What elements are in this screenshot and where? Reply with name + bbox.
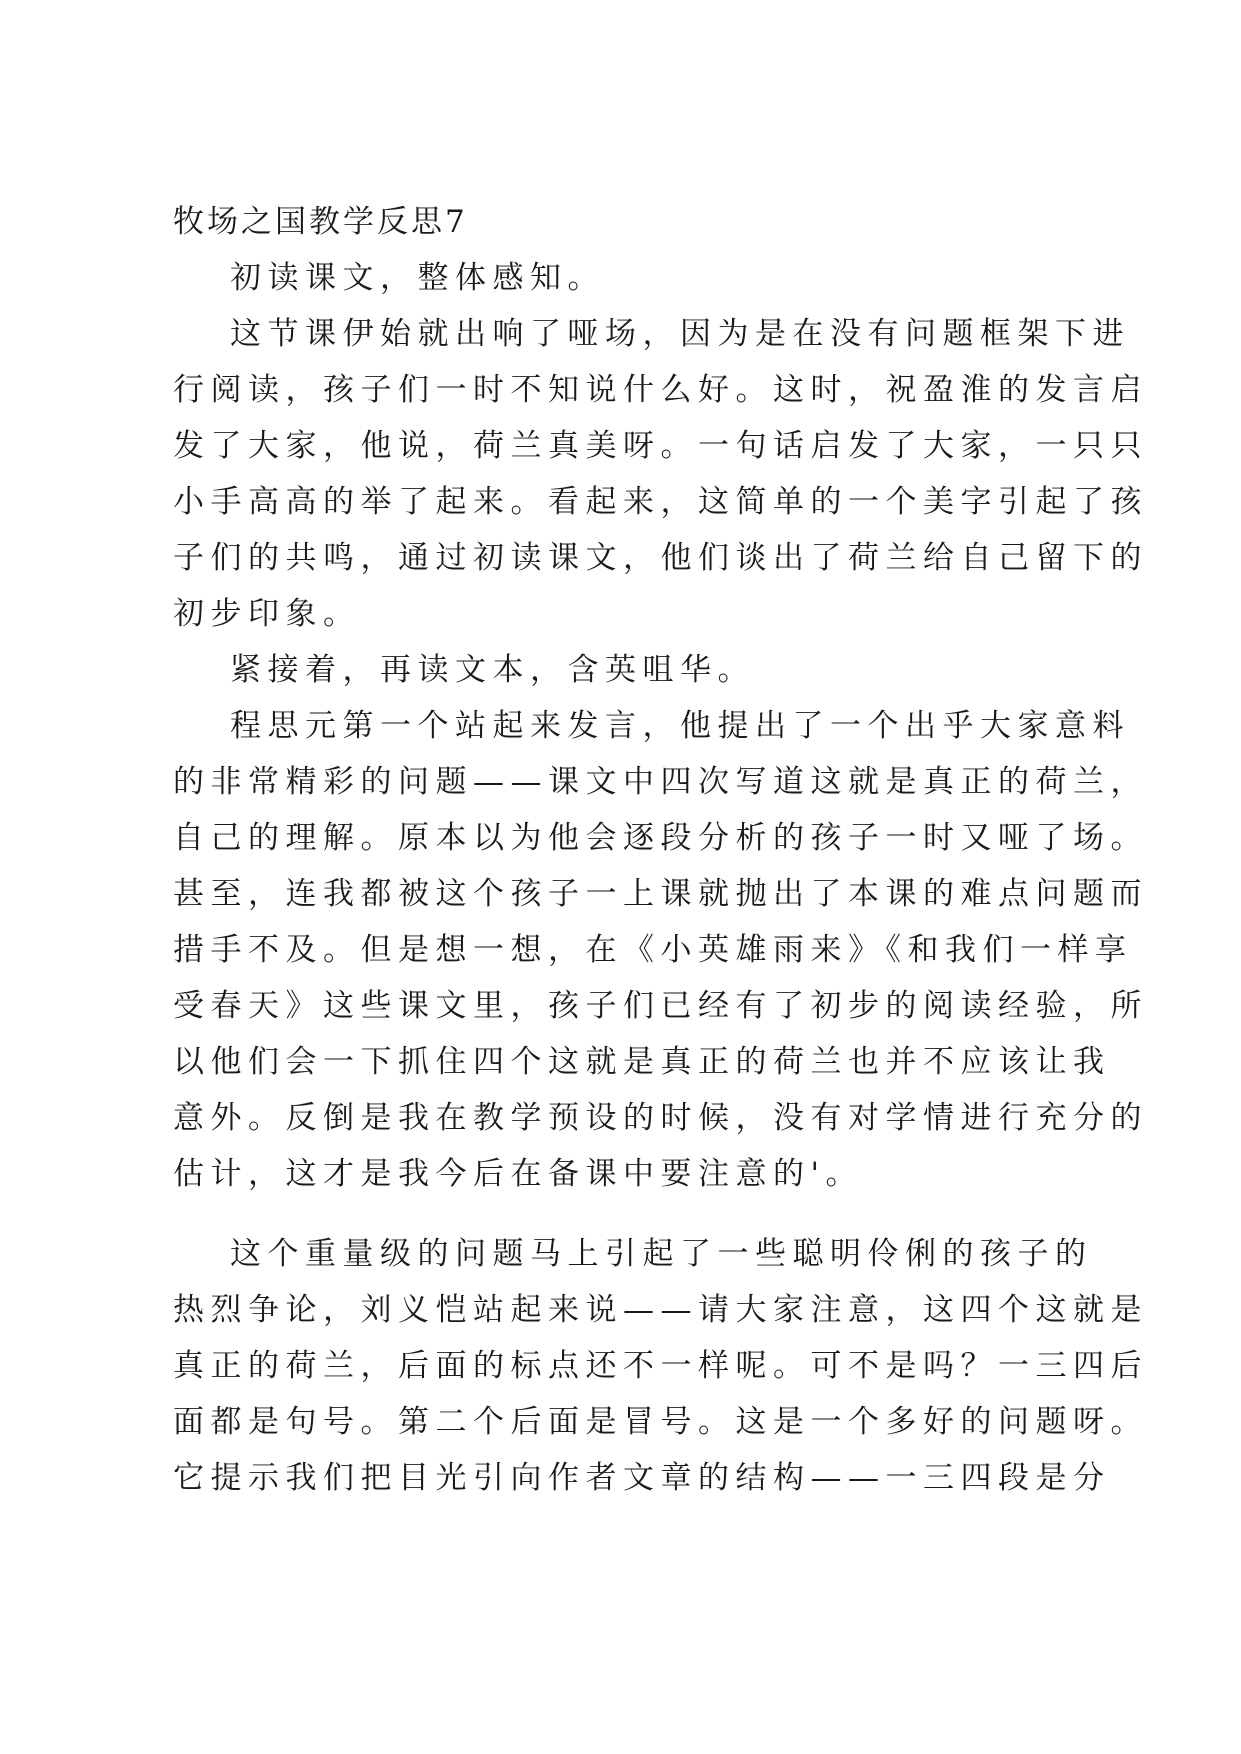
paragraph-line: 紧接着，再读文本，含英咀华。 [230, 652, 755, 688]
paragraph-line: 估计，这才是我今后在备课中要注意的'。 [173, 1156, 864, 1192]
paragraph-line: 热烈争论，刘义恺站起来说——请大家注意，这四个这就是 [173, 1292, 1148, 1328]
paragraph-line: 这个重量级的问题马上引起了一些聪明伶俐的孩子的 [230, 1236, 1093, 1272]
paragraph-line: 真正的荷兰，后面的标点还不一样呢。可不是吗？一三四后 [173, 1348, 1148, 1384]
paragraph-line: 行阅读，孩子们一时不知说什么好。这时，祝盈淮的发言启 [173, 372, 1148, 408]
paragraph-line: 程思元第一个站起来发言，他提出了一个出乎大家意料 [230, 708, 1130, 744]
paragraph-line: 受春天》这些课文里，孩子们已经有了初步的阅读经验，所 [173, 988, 1148, 1024]
paragraph-line: 发了大家，他说，荷兰真美呀。一句话启发了大家，一只只 [173, 428, 1148, 464]
paragraph-line: 它提示我们把目光引向作者文章的结构——一三四段是分 [173, 1460, 1111, 1496]
document-title: 牧场之国教学反思7 [173, 204, 468, 240]
paragraph-line: 小手高高的举了起来。看起来，这简单的一个美字引起了孩 [173, 484, 1148, 520]
paragraph-line: 面都是句号。第二个后面是冒号。这是一个多好的问题呀。 [173, 1404, 1148, 1440]
paragraph-line: 初读课文，整体感知。 [230, 260, 605, 296]
paragraph-line: 初步印象。 [173, 596, 361, 632]
paragraph-line: 甚至，连我都被这个孩子一上课就抛出了本课的难点问题而 [173, 876, 1148, 912]
paragraph-line: 子们的共鸣，通过初读课文，他们谈出了荷兰给自己留下的 [173, 540, 1148, 576]
paragraph-line: 措手不及。但是想一想，在《小英雄雨来》《和我们一样享 [173, 932, 1133, 968]
paragraph-line: 这节课伊始就出响了哑场，因为是在没有问题框架下进 [230, 316, 1130, 352]
paragraph-line: 以他们会一下抓住四个这就是真正的荷兰也并不应该让我 [173, 1044, 1111, 1080]
paragraph-line: 的非常精彩的问题——课文中四次写道这就是真正的荷兰， [173, 764, 1148, 800]
paragraph-line: 自己的理解。原本以为他会逐段分析的孩子一时又哑了场。 [173, 820, 1148, 856]
paragraph-line: 意外。反倒是我在教学预设的时候，没有对学情进行充分的 [173, 1100, 1148, 1136]
